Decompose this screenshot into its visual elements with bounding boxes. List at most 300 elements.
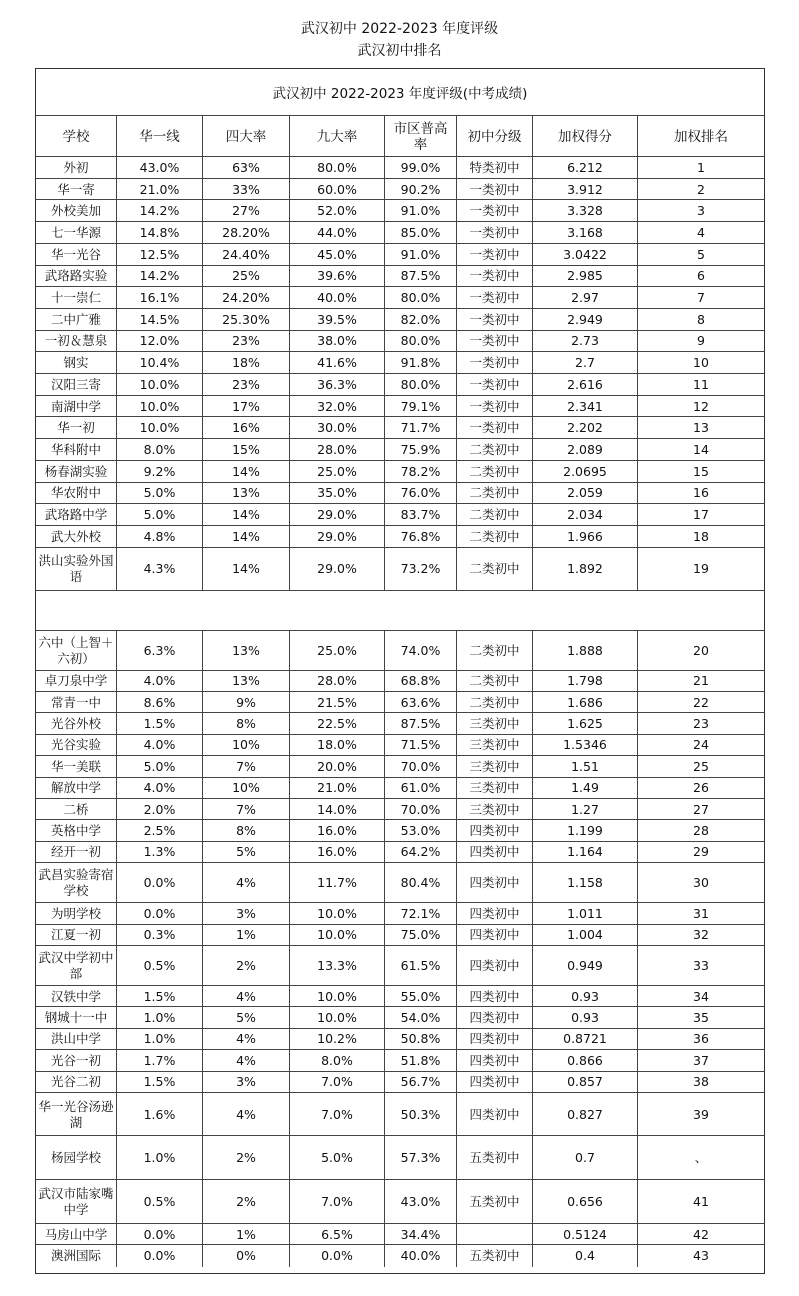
cell-high-school-rate: 99.0% [384, 157, 456, 179]
cell-top4-rate: 4% [202, 1050, 289, 1071]
cell-huayi-line: 5.0% [116, 483, 202, 505]
cell-high-school-rate: 71.5% [384, 735, 456, 756]
cell-tier: 三类初中 [456, 799, 532, 820]
cell-school: 澳洲国际 [50, 1248, 101, 1264]
cell-high-school-rate: 61.5% [384, 946, 456, 986]
cell-high-school-rate: 40.0% [384, 1245, 456, 1266]
cell-weighted-rank: 21 [637, 671, 764, 692]
table-row [36, 482, 764, 505]
table-row [36, 777, 764, 799]
cell-weighted-score: 2.97 [532, 287, 637, 309]
cell-high-school-rate: 76.0% [384, 483, 456, 505]
cell-huayi-line: 1.0% [116, 1136, 202, 1180]
cell-tier: 二类初中 [456, 671, 532, 692]
cell-school: 光谷一初 [50, 1052, 101, 1068]
document-subtitle: 武汉初中排名 [357, 43, 442, 59]
cell-weighted-score: 2.202 [532, 417, 637, 439]
cell-huayi-line: 1.5% [116, 713, 202, 734]
cell-top9-rate: 52.0% [289, 200, 384, 222]
table-row [36, 503, 764, 526]
cell-top4-rate: 13% [202, 483, 289, 505]
cell-top9-rate: 41.6% [289, 352, 384, 374]
cell-weighted-rank: 8 [637, 309, 764, 331]
cell-tier: 四类初中 [456, 863, 532, 903]
cell-huayi-line: 2.5% [116, 820, 202, 841]
cell-top9-rate: 40.0% [289, 287, 384, 309]
table-row [36, 416, 764, 439]
cell-huayi-line: 4.0% [116, 735, 202, 756]
cell-huayi-line: 1.0% [116, 1029, 202, 1050]
cell-huayi-line: 10.0% [116, 396, 202, 418]
cell-weighted-score: 3.168 [532, 222, 637, 244]
cell-high-school-rate: 72.1% [384, 903, 456, 924]
cell-top4-rate: 10% [202, 735, 289, 756]
cell-top9-rate: 25.0% [289, 631, 384, 671]
cell-weighted-score: 1.966 [532, 526, 637, 548]
cell-high-school-rate: 80.4% [384, 863, 456, 903]
cell-weighted-rank: 14 [637, 439, 764, 461]
cell-weighted-rank: 24 [637, 735, 764, 756]
cell-tier: 一类初中 [456, 266, 532, 288]
cell-school: 杨春湖实验 [44, 463, 108, 479]
cell-huayi-line: 14.2% [116, 266, 202, 288]
table-row [36, 438, 764, 461]
table-row [36, 199, 764, 222]
cell-weighted-score: 1.011 [532, 903, 637, 924]
cell-tier: 一类初中 [456, 222, 532, 244]
cell-weighted-score: 0.857 [532, 1072, 637, 1093]
table-row [36, 460, 764, 483]
cell-weighted-score: 1.888 [532, 631, 637, 671]
cell-weighted-rank: 29 [637, 842, 764, 863]
table-row [36, 691, 764, 713]
cell-school: 外校美加 [50, 203, 101, 219]
cell-school: 钢实 [63, 355, 89, 371]
cell-top9-rate: 29.0% [289, 504, 384, 526]
table-row [36, 1135, 764, 1180]
table-gap-row [36, 590, 764, 631]
cell-high-school-rate: 50.3% [384, 1093, 456, 1136]
table-row [36, 221, 764, 244]
cell-top9-rate: 14.0% [289, 799, 384, 820]
table-row [36, 734, 764, 756]
table-row [36, 547, 764, 591]
cell-top9-rate: 7.0% [289, 1072, 384, 1093]
cell-weighted-score: 6.212 [532, 157, 637, 179]
cell-top4-rate: 5% [202, 1007, 289, 1028]
cell-tier: 五类初中 [456, 1136, 532, 1180]
cell-tier: 四类初中 [456, 946, 532, 986]
cell-top9-rate: 10.0% [289, 1007, 384, 1028]
cell-school: 华一寄 [57, 181, 95, 197]
cell-school: 华一光谷汤逊湖 [38, 1098, 114, 1130]
column-header-school: 学校 [62, 128, 90, 145]
table-row [36, 1071, 764, 1093]
cell-weighted-score: 0.949 [532, 946, 637, 986]
cell-weighted-score: 1.686 [532, 692, 637, 713]
document-title: 武汉初中 2022-2023 年度评级 [300, 21, 499, 37]
cell-weighted-rank: 15 [637, 461, 764, 483]
cell-weighted-score: 2.985 [532, 266, 637, 288]
cell-weighted-rank: 10 [637, 352, 764, 374]
cell-high-school-rate: 50.8% [384, 1029, 456, 1050]
cell-school: 为明学校 [50, 905, 101, 921]
cell-huayi-line: 8.0% [116, 439, 202, 461]
cell-tier: 二类初中 [456, 526, 532, 548]
cell-tier [456, 1224, 532, 1245]
cell-top9-rate: 36.3% [289, 374, 384, 396]
cell-top4-rate: 4% [202, 1093, 289, 1136]
cell-top4-rate: 16% [202, 417, 289, 439]
cell-weighted-rank: 23 [637, 713, 764, 734]
cell-top9-rate: 16.0% [289, 842, 384, 863]
column-header-tier: 初中分级 [456, 116, 532, 157]
cell-top4-rate: 63% [202, 157, 289, 179]
cell-weighted-score: 0.5124 [532, 1224, 637, 1245]
cell-school: 钢城十一中 [44, 1010, 108, 1026]
cell-high-school-rate: 78.2% [384, 461, 456, 483]
cell-school: 洪山中学 [50, 1031, 101, 1047]
cell-school: 一初＆慧泉 [44, 333, 108, 349]
cell-school: 二中广雅 [50, 311, 101, 327]
cell-school: 洪山实验外国语 [38, 553, 114, 585]
cell-top9-rate: 28.0% [289, 671, 384, 692]
cell-huayi-line: 10.0% [116, 417, 202, 439]
cell-huayi-line: 0.0% [116, 1224, 202, 1245]
cell-tier: 二类初中 [456, 483, 532, 505]
cell-weighted-rank: 17 [637, 504, 764, 526]
cell-tier: 特类初中 [456, 157, 532, 179]
cell-school: 英格中学 [50, 823, 101, 839]
cell-school: 光谷实验 [50, 737, 101, 753]
cell-tier: 一类初中 [456, 417, 532, 439]
cell-school: 二桥 [63, 801, 89, 817]
cell-weighted-rank: 19 [637, 548, 764, 591]
cell-tier: 四类初中 [456, 1050, 532, 1071]
cell-top4-rate: 4% [202, 863, 289, 903]
cell-weighted-rank: 12 [637, 396, 764, 418]
cell-high-school-rate: 57.3% [384, 1136, 456, 1180]
cell-school: 武珞路实验 [44, 268, 108, 284]
cell-weighted-rank: 37 [637, 1050, 764, 1071]
cell-huayi-line: 12.5% [116, 244, 202, 266]
cell-top4-rate: 14% [202, 461, 289, 483]
cell-high-school-rate: 43.0% [384, 1180, 456, 1224]
cell-tier: 四类初中 [456, 842, 532, 863]
cell-top9-rate: 60.0% [289, 179, 384, 201]
cell-weighted-rank: 18 [637, 526, 764, 548]
cell-tier: 一类初中 [456, 200, 532, 222]
cell-top9-rate: 11.7% [289, 863, 384, 903]
cell-top4-rate: 2% [202, 946, 289, 986]
cell-top4-rate: 4% [202, 986, 289, 1007]
cell-tier: 三类初中 [456, 756, 532, 777]
cell-weighted-score: 1.164 [532, 842, 637, 863]
cell-high-school-rate: 74.0% [384, 631, 456, 671]
cell-high-school-rate: 68.8% [384, 671, 456, 692]
cell-huayi-line: 4.8% [116, 526, 202, 548]
cell-weighted-score: 1.892 [532, 548, 637, 591]
cell-tier: 二类初中 [456, 461, 532, 483]
cell-huayi-line: 14.2% [116, 200, 202, 222]
cell-top4-rate: 25% [202, 266, 289, 288]
table-row [36, 286, 764, 309]
cell-weighted-score: 2.7 [532, 352, 637, 374]
cell-top4-rate: 27% [202, 200, 289, 222]
cell-huayi-line: 1.3% [116, 842, 202, 863]
cell-school: 十一崇仁 [50, 290, 101, 306]
cell-high-school-rate: 87.5% [384, 713, 456, 734]
cell-top9-rate: 20.0% [289, 756, 384, 777]
cell-tier: 二类初中 [456, 631, 532, 671]
cell-weighted-score: 1.51 [532, 756, 637, 777]
cell-top4-rate: 4% [202, 1029, 289, 1050]
cell-weighted-score: 0.7 [532, 1136, 637, 1180]
cell-school: 七一华源 [50, 224, 101, 240]
cell-tier: 三类初中 [456, 735, 532, 756]
cell-weighted-rank: 22 [637, 692, 764, 713]
cell-huayi-line: 0.5% [116, 1180, 202, 1224]
cell-top4-rate: 10% [202, 778, 289, 799]
cell-top9-rate: 21.0% [289, 778, 384, 799]
table-caption: 武汉初中 2022-2023 年度评级(中考成绩) [272, 86, 528, 102]
cell-school: 华一初 [57, 420, 95, 436]
cell-tier: 五类初中 [456, 1180, 532, 1224]
cell-top4-rate: 0% [202, 1245, 289, 1266]
cell-tier: 四类初中 [456, 903, 532, 924]
cell-high-school-rate: 76.8% [384, 526, 456, 548]
cell-weighted-rank: 、 [637, 1136, 764, 1180]
table-row [36, 1049, 764, 1071]
cell-tier: 五类初中 [456, 1245, 532, 1266]
cell-high-school-rate: 70.0% [384, 799, 456, 820]
cell-weighted-score: 1.004 [532, 925, 637, 946]
cell-top4-rate: 14% [202, 526, 289, 548]
cell-top4-rate: 3% [202, 903, 289, 924]
cell-school: 武珞路中学 [44, 507, 108, 523]
cell-top9-rate: 22.5% [289, 713, 384, 734]
cell-top9-rate: 39.5% [289, 309, 384, 331]
cell-top4-rate: 5% [202, 842, 289, 863]
table-row [36, 798, 764, 820]
cell-high-school-rate: 80.0% [384, 374, 456, 396]
cell-school: 南湖中学 [50, 398, 101, 414]
cell-weighted-score: 2.034 [532, 504, 637, 526]
table-row [36, 308, 764, 331]
table-row [36, 1028, 764, 1050]
cell-huayi-line: 9.2% [116, 461, 202, 483]
cell-top4-rate: 13% [202, 671, 289, 692]
cell-high-school-rate: 63.6% [384, 692, 456, 713]
cell-high-school-rate: 91.0% [384, 244, 456, 266]
cell-high-school-rate: 91.0% [384, 200, 456, 222]
table-row [36, 373, 764, 396]
cell-huayi-line: 0.0% [116, 903, 202, 924]
cell-top4-rate: 3% [202, 1072, 289, 1093]
cell-high-school-rate: 53.0% [384, 820, 456, 841]
cell-weighted-score: 1.49 [532, 778, 637, 799]
table-row [36, 156, 764, 179]
cell-huayi-line: 1.5% [116, 986, 202, 1007]
column-header-huayi-line: 华一线 [116, 116, 202, 157]
cell-high-school-rate: 56.7% [384, 1072, 456, 1093]
cell-school: 华一光谷 [50, 246, 101, 262]
table-row [36, 330, 764, 353]
cell-weighted-score: 0.93 [532, 986, 637, 1007]
cell-school: 马房山中学 [44, 1226, 108, 1242]
cell-top9-rate: 7.0% [289, 1180, 384, 1224]
cell-top4-rate: 18% [202, 352, 289, 374]
table-row [36, 525, 764, 548]
cell-huayi-line: 14.5% [116, 309, 202, 331]
table-caption-row [36, 69, 764, 115]
cell-tier: 四类初中 [456, 820, 532, 841]
cell-weighted-rank: 33 [637, 946, 764, 986]
column-header-weighted-score: 加权得分 [532, 116, 637, 157]
cell-weighted-score: 2.089 [532, 439, 637, 461]
table-row [36, 1223, 764, 1245]
cell-top9-rate: 10.0% [289, 925, 384, 946]
cell-tier: 三类初中 [456, 778, 532, 799]
table-row [36, 1179, 764, 1224]
cell-tier: 四类初中 [456, 1029, 532, 1050]
cell-weighted-score: 2.059 [532, 483, 637, 505]
cell-tier: 四类初中 [456, 1093, 532, 1136]
cell-school: 武汉中学初中部 [38, 950, 114, 981]
cell-weighted-rank: 20 [637, 631, 764, 671]
cell-huayi-line: 12.0% [116, 331, 202, 353]
cell-top9-rate: 44.0% [289, 222, 384, 244]
cell-school: 武昌实验寄宿学校 [38, 867, 114, 899]
cell-weighted-score: 3.328 [532, 200, 637, 222]
table-row [36, 902, 764, 924]
cell-top4-rate: 1% [202, 925, 289, 946]
cell-high-school-rate: 54.0% [384, 1007, 456, 1028]
cell-tier: 二类初中 [456, 548, 532, 591]
cell-top9-rate: 7.0% [289, 1093, 384, 1136]
cell-tier: 四类初中 [456, 1072, 532, 1093]
cell-weighted-rank: 7 [637, 287, 764, 309]
cell-high-school-rate: 73.2% [384, 548, 456, 591]
cell-weighted-score: 1.27 [532, 799, 637, 820]
cell-weighted-score: 1.158 [532, 863, 637, 903]
cell-weighted-rank: 13 [637, 417, 764, 439]
cell-weighted-score: 3.0422 [532, 244, 637, 266]
cell-weighted-rank: 42 [637, 1224, 764, 1245]
cell-huayi-line: 43.0% [116, 157, 202, 179]
cell-high-school-rate: 85.0% [384, 222, 456, 244]
cell-weighted-rank: 34 [637, 986, 764, 1007]
cell-weighted-score: 3.912 [532, 179, 637, 201]
cell-weighted-score: 2.341 [532, 396, 637, 418]
cell-huayi-line: 0.0% [116, 1245, 202, 1266]
table-row [36, 945, 764, 986]
table-header-row [36, 115, 764, 157]
cell-top9-rate: 25.0% [289, 461, 384, 483]
table-row [36, 712, 764, 734]
cell-weighted-score: 0.866 [532, 1050, 637, 1071]
cell-weighted-rank: 31 [637, 903, 764, 924]
cell-top9-rate: 21.5% [289, 692, 384, 713]
cell-weighted-rank: 41 [637, 1180, 764, 1224]
table-row [36, 862, 764, 903]
cell-weighted-score: 0.4 [532, 1245, 637, 1266]
cell-weighted-score: 2.949 [532, 309, 637, 331]
cell-school: 光谷二初 [50, 1074, 101, 1090]
table-row [36, 819, 764, 841]
cell-weighted-rank: 43 [637, 1245, 764, 1266]
cell-huayi-line: 21.0% [116, 179, 202, 201]
cell-top9-rate: 0.0% [289, 1245, 384, 1266]
cell-top9-rate: 80.0% [289, 157, 384, 179]
cell-school: 卓刀泉中学 [44, 673, 108, 689]
cell-school: 解放中学 [50, 780, 101, 796]
cell-high-school-rate: 71.7% [384, 417, 456, 439]
cell-tier: 一类初中 [456, 179, 532, 201]
cell-high-school-rate: 80.0% [384, 331, 456, 353]
table-row [36, 1092, 764, 1136]
cell-top4-rate: 17% [202, 396, 289, 418]
cell-weighted-rank: 5 [637, 244, 764, 266]
cell-top9-rate: 10.2% [289, 1029, 384, 1050]
table-row [36, 351, 764, 374]
table-row [36, 243, 764, 266]
table-row [36, 630, 764, 671]
cell-weighted-score: 2.0695 [532, 461, 637, 483]
cell-huayi-line: 1.6% [116, 1093, 202, 1136]
cell-huayi-line: 4.0% [116, 778, 202, 799]
cell-weighted-score: 1.199 [532, 820, 637, 841]
cell-school: 汉铁中学 [50, 988, 101, 1004]
cell-top4-rate: 24.20% [202, 287, 289, 309]
cell-huayi-line: 8.6% [116, 692, 202, 713]
cell-high-school-rate: 55.0% [384, 986, 456, 1007]
cell-huayi-line: 2.0% [116, 799, 202, 820]
cell-tier: 一类初中 [456, 244, 532, 266]
cell-top4-rate: 23% [202, 331, 289, 353]
cell-weighted-score: 0.827 [532, 1093, 637, 1136]
cell-tier: 二类初中 [456, 692, 532, 713]
cell-school: 光谷外校 [50, 716, 101, 732]
cell-huayi-line: 0.5% [116, 946, 202, 986]
cell-weighted-rank: 16 [637, 483, 764, 505]
cell-high-school-rate: 82.0% [384, 309, 456, 331]
cell-huayi-line: 14.8% [116, 222, 202, 244]
table-row [36, 841, 764, 863]
cell-school: 江夏一初 [50, 927, 101, 943]
cell-high-school-rate: 90.2% [384, 179, 456, 201]
cell-high-school-rate: 51.8% [384, 1050, 456, 1071]
column-header-top4-rate: 四大率 [202, 116, 289, 157]
cell-weighted-rank: 6 [637, 266, 764, 288]
cell-top4-rate: 2% [202, 1136, 289, 1180]
cell-tier: 二类初中 [456, 439, 532, 461]
table-row [36, 178, 764, 201]
table-row [36, 1244, 764, 1266]
cell-weighted-rank: 25 [637, 756, 764, 777]
cell-huayi-line: 5.0% [116, 504, 202, 526]
cell-top4-rate: 15% [202, 439, 289, 461]
cell-huayi-line: 10.0% [116, 374, 202, 396]
cell-top9-rate: 28.0% [289, 439, 384, 461]
column-header-top9-rate: 九大率 [289, 116, 384, 157]
cell-huayi-line: 10.4% [116, 352, 202, 374]
table-row [36, 670, 764, 692]
cell-top9-rate: 6.5% [289, 1224, 384, 1245]
cell-top9-rate: 8.0% [289, 1050, 384, 1071]
cell-school: 华一美联 [50, 758, 101, 774]
cell-weighted-score: 1.625 [532, 713, 637, 734]
